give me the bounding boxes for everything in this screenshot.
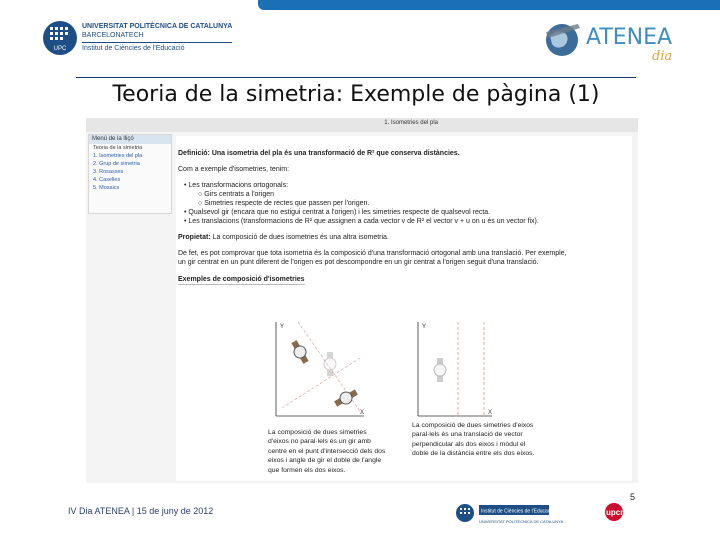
ice-logo-text: Institut de Ciències de l'Educació	[481, 508, 555, 515]
bullet-translations: • Les translacions (transformacions de R² que assignen a cada vector v de R² el vector v + u on u és un vector fix).	[184, 218, 539, 225]
upc-logo-text: UPC	[53, 46, 67, 52]
bullet-orthogonal-text: Les transformacions ortogonals:	[188, 182, 289, 189]
bullet-rotations-text: Girs centrats a l'origen	[204, 191, 274, 198]
axis-y-label-1: Y	[280, 324, 285, 330]
bullet-translations-text: Les translacions (transformacions de R² que assignen a cada vector v de R² el vector v + u on u és un vector fix).	[188, 218, 539, 225]
menu-item-isometries[interactable]: 1. Isometries del pla	[93, 153, 143, 159]
property-text: La composició de dues isometries és una altra isometria.	[212, 234, 389, 241]
paragraph-line-1: De fet, es pot comprovar que tota isometria és la composició d'una transformació ortogonal amb una translació. Per exemple,	[178, 250, 567, 257]
ice-name: Institut de Ciències de l'Educació	[82, 42, 232, 53]
figure-parallel-reflections	[412, 318, 494, 428]
embedded-screenshot	[86, 118, 638, 483]
screenshot-header-label: 1. Isometries del pla	[384, 120, 438, 126]
footer-text: IV Dia ATENEA | 15 de juny de 2012	[68, 506, 214, 516]
definition-line	[178, 150, 460, 157]
property-line	[178, 234, 389, 241]
axis-x-label-2: X	[488, 410, 493, 416]
menu-item-rosettes[interactable]: 3. Rosasses	[93, 169, 124, 175]
menu-item-mosaics[interactable]: 5. Mosaics	[93, 185, 120, 191]
bullet-orthogonal: • Les transformacions ortogonals:	[184, 182, 289, 189]
figure-nonparallel-reflections	[268, 318, 368, 428]
bullet-reflections: ○ Simetries respecte de rectes que passen per l'origen.	[198, 200, 370, 207]
caption-nonparallel: La composició de dues simetries d'eixos no paral·lels és un gir amb centre en el punt d'intersecció dels dos eixos i angle de gir el doble de l'angle que formen els dos eixos.	[268, 429, 386, 474]
screenshot-header	[86, 118, 638, 132]
caption-parallel: La composició de dues simetries d'eixos paral·lels és una translació de vector perpendicular als dos eixos i mòdul el doble de la distància entre els dos eixos.	[412, 422, 535, 458]
property-label: Propietat:	[178, 234, 211, 241]
definition-label: Definició:	[178, 150, 210, 157]
atenea-brand: ATENEA	[586, 25, 673, 50]
examples-heading-text: Exemples de composició d'isometries	[178, 276, 305, 283]
menu-item-symmetry-group[interactable]: 2. Grup de simetria	[93, 161, 140, 167]
axis-x-label-1: X	[360, 410, 365, 416]
upc-wordmark	[82, 22, 232, 53]
top-accent-bar	[258, 0, 720, 10]
lesson-menu	[88, 134, 172, 214]
menu-item-theory[interactable]: Teoria de la simetria	[93, 145, 143, 151]
lesson-content	[176, 136, 632, 481]
definition-text: Una isometria del pla és una transformació de R² que conserva distàncies.	[211, 150, 460, 157]
upcnet-logo	[604, 500, 640, 524]
ice-upc-logo	[455, 502, 595, 526]
examples-heading	[178, 276, 305, 285]
bullet-rotations: ○ Girs centrats a l'origen	[198, 191, 274, 198]
upc-subtitle: BARCELONATECH	[82, 32, 144, 39]
upcnet-text: upcnet	[606, 508, 633, 517]
menu-item-friezes[interactable]: 4. Caselles	[93, 177, 121, 183]
upc-logo	[42, 20, 78, 56]
ice-logo-sub: UNIVERSITAT POLITÈCNICA DE CATALUNYA	[479, 519, 564, 524]
upc-name: UNIVERSITAT POLITÈCNICA DE CATALUNYA	[82, 23, 233, 30]
bullet-any-rotation-text: Qualsevol gir (encara que no estigui centrat a l'origen) i les simetries respecte de qualsevol recta.	[188, 209, 491, 216]
page-number: 5	[630, 492, 636, 502]
slide-title: Teoria de la simetria: Exemple de pàgina (1)	[112, 82, 600, 107]
bullet-any-rotation: • Qualsevol gir (encara que no estigui centrat a l'origen) i les simetries respecte de qualsevol recta.	[184, 209, 491, 216]
axis-y-label-2: Y	[422, 324, 427, 330]
examples-intro: Com a exemple d'isometries, tenim:	[178, 166, 290, 173]
bullet-reflections-text: Simetries respecte de rectes que passen per l'origen.	[204, 200, 370, 207]
title-rule	[76, 77, 636, 78]
atenea-logo	[540, 14, 680, 64]
lesson-menu-title: Menú de la lliçó	[89, 135, 171, 144]
paragraph-line-2: un gir centrat en un punt diferent de l'origen es pot descompondre en un gir centrat a l'origen seguit d'una translació.	[178, 259, 539, 266]
atenea-sub: dia	[652, 49, 673, 64]
